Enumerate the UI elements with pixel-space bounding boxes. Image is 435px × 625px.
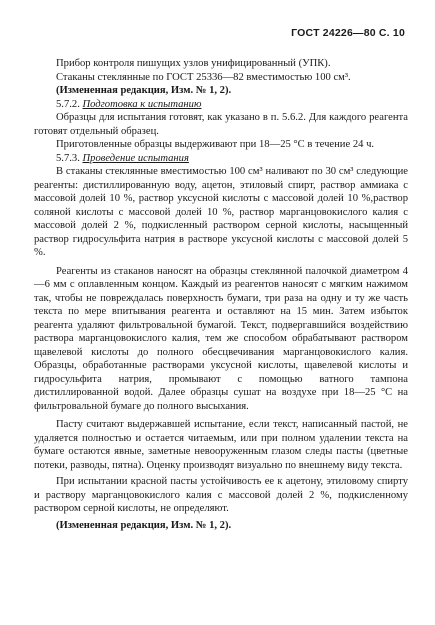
paragraph-evaluation: Пасту считают выдержавшей испытание, если текст, написанный пастой, не удаляется полностью и остается читаемым, или при полном удалении текста на бумаге остаются явные, заметные невооруженным глазом следы пасты (цветные потеки, разводы, пятна). Оценку производят визуально по внешнему виду текста.: [34, 419, 408, 471]
paragraph-conditioning: Приготовленные образцы выдерживают при 18—25 °С в течение 24 ч.: [56, 139, 375, 150]
section-5-7-2-heading: [34, 98, 408, 112]
paragraph-red-paste: При испытании красной пасты устойчивость ее к ацетону, этиловому спирту и раствору марганцовокислого калия с массовой долей 2 %, подкисленному раствором серной кислоты, не определяют.: [34, 476, 408, 514]
section-number: 5.7.2.: [56, 98, 80, 110]
paragraph-reagents: В стаканы стеклянные вместимостью 100 см³ наливают по 30 см³ следующие реагенты: дистиллированную воду, ацетон, этиловый спирт, раствор аммиака с массовой долей 10 %, раствор уксусной кислоты с массовой долей 10 %,раствор соляной кислоты с массовой долей 10 %, раствор марганцовокислого калия с массовой долей 2 %, подкисленный раствором серной кислоты, насыщенный раствор гидросульфита натрия в растворе уксусной кислоты с массовой долей 5 %.: [34, 166, 408, 258]
section-number: 5.7.3.: [56, 152, 80, 164]
page-header: ГОСТ 24226—80 С. 10: [291, 27, 405, 39]
paragraph-application: Реагенты из стаканов наносят на образцы стеклянной палочкой диаметром 4—6 мм с оплавленным концом. Каждый из реагентов наносят с мягким нажимом так, чтобы не повреждалась поверхность бумаги, три раза на одну и ту же часть текста по мере впитывания реагента и оставляют на 15 мин. Затем избыток реагента удаляют фильтровальной бумагой. Текст, подвергавшийся воздействию раствора марганцовокислого калия, тем же способом обрабатывают раствором щавелевой кислоты до полного обесцвечивания марганцовокислого калия. Образцы, обработанные растворами уксусной кислоты, щавелевой кислоты и гидросульфита натрия, промывают с помощью ватного тампона дистиллированной водой. Далее образцы сушат на воздухе при 18—25 °С на фильтровальной бумаге до полного высыхания.: [34, 265, 408, 412]
section-5-7-3-heading: [34, 152, 408, 166]
amendment-note-2: (Измененная редакция, Изм. № 1, 2).: [56, 519, 232, 531]
section-title: Подготовка к испытанию: [82, 98, 202, 110]
section-title: Проведение испытания: [82, 152, 189, 164]
paragraph-glassware: Стаканы стеклянные по ГОСТ 25336—82 вместимостью 100 см³.: [56, 71, 351, 83]
paragraph-sample-prep: Образцы для испытания готовят, как указано в п. 5.6.2. Для каждого реагента готовят отдельный образец.: [34, 112, 408, 137]
document-body: [34, 57, 408, 532]
amendment-note-1: (Измененная редакция, Изм. № 1, 2).: [56, 85, 232, 96]
paragraph-upk: Прибор контроля пишущих узлов унифицированный (УПК).: [56, 58, 331, 69]
